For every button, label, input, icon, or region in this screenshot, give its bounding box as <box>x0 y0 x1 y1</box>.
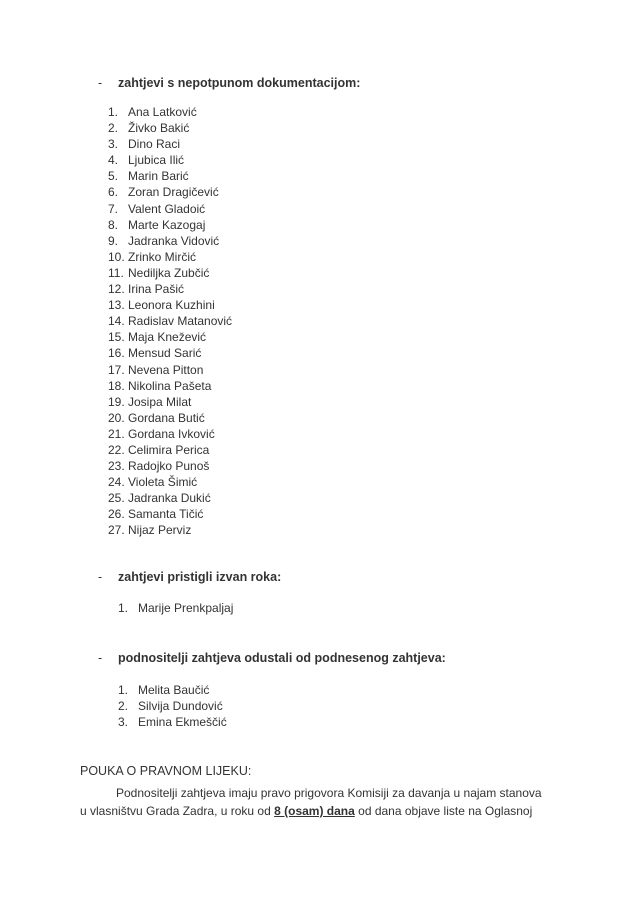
list-item-number: 2. <box>108 121 119 136</box>
list-item <box>118 698 227 714</box>
list-late-requests <box>118 600 233 616</box>
section-dash: - <box>98 651 103 665</box>
list-item-name: Ljubica Ilić <box>128 153 185 168</box>
list-item-number: 26. <box>108 507 125 522</box>
list-item-number: 19. <box>108 394 125 409</box>
list-item <box>108 168 232 184</box>
list-item-number: 9. <box>108 233 119 248</box>
list-item-number: 14. <box>108 314 125 329</box>
list-item-number: 1. <box>118 683 129 697</box>
list-item-number: 3. <box>108 137 119 152</box>
list-item <box>108 506 232 522</box>
list-item-number: 5. <box>108 169 119 184</box>
list-item-number: 7. <box>108 201 119 216</box>
list-item-number: 11. <box>108 265 124 280</box>
list-item-number: 2. <box>118 699 129 714</box>
section-dash: - <box>98 570 103 584</box>
list-item-number: 24. <box>108 475 125 490</box>
list-item-name: Radojko Punoš <box>128 459 210 474</box>
list-item <box>108 281 232 297</box>
list-withdrawn-requests <box>118 682 227 730</box>
list-item-name: Dino Raci <box>128 137 181 152</box>
list-item-number: 23. <box>108 459 125 474</box>
section-title: zahtjevi s nepotpunom dokumentacijom: <box>118 76 361 90</box>
section-title: zahtjevi pristigli izvan roka: <box>118 570 282 584</box>
list-item-name: Celimira Perica <box>128 442 210 457</box>
list-item-name: Nevena Pitton <box>128 362 204 377</box>
list-item <box>108 184 232 200</box>
section-heading-withdrawn <box>98 651 446 665</box>
list-item-number: 15. <box>108 330 125 345</box>
list-item <box>108 522 232 538</box>
list-item <box>108 297 232 313</box>
paragraph-line: Podnositelji zahtjeva imaju pravo prigovora Komisiji za davanja u najam stanova <box>116 786 542 800</box>
legal-remedy-title: POUKA O PRAVNOM LIJEKU: <box>80 764 252 778</box>
list-item <box>108 362 232 378</box>
list-item-name: Jadranka Dukić <box>128 491 211 506</box>
list-item-name: Josipa Milat <box>128 394 192 409</box>
list-item-name: Marije Prenkpalјaj <box>138 601 234 615</box>
list-item <box>108 233 232 249</box>
list-item-number: 27. <box>108 523 125 538</box>
section-title: podnositelji zahtjeva odustali od podnesenog zahtjeva: <box>118 651 446 665</box>
list-item-name: Mensud Sarić <box>128 346 202 361</box>
list-item-number: 3. <box>118 715 129 730</box>
section-dash: - <box>98 76 103 90</box>
section-heading-incomplete <box>98 76 360 90</box>
list-item-name: Radislav Matanović <box>128 314 233 329</box>
list-item-name: Melita Baučić <box>138 683 210 697</box>
list-item-number: 1. <box>118 601 129 615</box>
list-item-name: Valent Gladoić <box>128 201 206 216</box>
list-item-number: 22. <box>108 442 125 457</box>
list-item <box>108 345 232 361</box>
list-item <box>118 682 227 698</box>
list-item <box>108 201 232 217</box>
paragraph-text: od dana objave liste na Oglasnoj <box>354 804 533 818</box>
list-item <box>108 313 232 329</box>
list-item <box>108 265 232 281</box>
list-item <box>108 378 232 394</box>
list-item-number: 10. <box>108 249 125 264</box>
list-item-name: Maja Knežević <box>128 330 207 345</box>
list-item-name: Živko Bakić <box>128 121 190 136</box>
list-incomplete-documentation <box>108 104 232 539</box>
list-item-number: 16. <box>108 346 125 361</box>
list-item-number: 13. <box>108 298 125 313</box>
list-item <box>108 329 232 345</box>
list-item <box>108 394 232 410</box>
list-item-number: 17. <box>108 362 125 377</box>
list-item <box>108 120 232 136</box>
list-item-name: Leonora Kuzhini <box>128 298 215 313</box>
list-item-number: 21. <box>108 426 125 441</box>
list-item-number: 18. <box>108 378 125 393</box>
list-item <box>118 600 233 616</box>
list-item-name: Marin Barić <box>128 169 189 184</box>
list-item-name: Nediljka Zubčić <box>128 265 210 280</box>
list-item-number: 12. <box>108 282 125 297</box>
list-item-name: Silvija Dundović <box>138 699 223 714</box>
legal-remedy-paragraph <box>80 784 570 820</box>
list-item <box>108 490 232 506</box>
paragraph-line <box>80 802 570 820</box>
deadline-emphasis: 8 (osam) dana <box>274 804 355 818</box>
list-item <box>108 426 232 442</box>
list-item <box>108 458 232 474</box>
list-item-name: Emina Ekmeščić <box>138 715 227 730</box>
list-item-name: Samanta Tičić <box>128 507 204 522</box>
paragraph-text: u vlasništvu Grada Zadra, u roku od <box>80 804 275 818</box>
list-item-number: 25. <box>108 491 125 506</box>
list-item <box>108 474 232 490</box>
list-item <box>108 249 232 265</box>
list-item-number: 4. <box>108 153 119 168</box>
list-item-name: Gordana Butić <box>128 410 205 425</box>
list-item <box>118 714 227 730</box>
list-item-name: Violeta Šimić <box>128 475 198 490</box>
list-item-number: 8. <box>108 217 119 232</box>
list-item-name: Gordana Ivković <box>128 426 215 441</box>
list-item-name: Jadranka Vidović <box>128 233 220 248</box>
list-item-name: Nijaz Perviz <box>128 523 192 538</box>
list-item-name: Marte Kazogaj <box>128 217 206 232</box>
list-item <box>108 152 232 168</box>
list-item <box>108 442 232 458</box>
list-item-name: Nikolina Pašeta <box>128 378 212 393</box>
list-item-number: 20. <box>108 410 125 425</box>
section-heading-late <box>98 570 281 584</box>
list-item <box>108 217 232 233</box>
list-item <box>108 410 232 426</box>
list-item-name: Ana Latković <box>128 105 197 119</box>
list-item <box>108 104 232 120</box>
list-item-number: 1. <box>108 105 119 119</box>
list-item-name: Zoran Dragičević <box>128 185 219 200</box>
list-item <box>108 136 232 152</box>
list-item-number: 6. <box>108 185 119 200</box>
list-item-name: Zrinko Mirčić <box>128 249 196 264</box>
list-item-name: Irina Pašić <box>128 282 185 297</box>
